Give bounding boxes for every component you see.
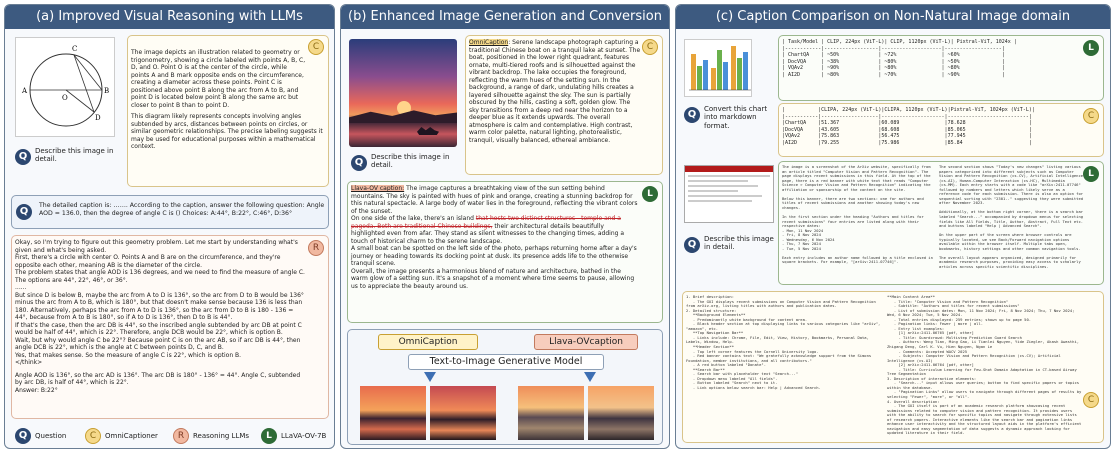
llava-desc-right: The second section shows "Today's new changes" listing various papers categorized into different subjects such as Computer Vision and Pattern Recognition (cs.CV), Artificial Intelligence (cs.AI), Human-Computer Interaction (cs.HC), Multimedia (cs.MM). Each entry starts with a code like "arXiv:2411.07746" followed by numbers and letters which likely serve as a reference code for each submission. There is also an option for sequential sorting with "2301.." suggesting they were submitted after November 2023. Additionally, at the bottom right corner, there is a search bar labeled "Search..." accompanied by dropdown menus for selecting fields like All Fields, Title, Author, Abstract, Full Text etc. and buttons labeled "Help | Advanced Search". On the upper part of the screen where browser controls are typically located, we see Back/Forward navigation options available within the browser itself. Multiple tabs open, bookmarks, history settings and other common navigation tools. The overall layout appears organized, designed primarily for academic research purposes, providing easy access to scholarly articles across specific scientific disciplines. bbox=[939, 164, 1084, 270]
omnicaptioner-icon: C bbox=[85, 428, 101, 444]
llava-text-1: The image captures a breathtaking view of the sun setting behind mountains. The sky is painted with hues of pink and orange, creating a stunning backdrop for this natural spectacle. A large body of water lies in the foreground, reflecting the vibrant colors of the sunset. bbox=[351, 185, 638, 215]
reasoning-line: Wait, but why would angle C be 22°? Because point C is on the arc AB, so if arc DB is 44°, then angle DCB is 22°, which is the angle at C between points D, C, and B. bbox=[15, 336, 301, 351]
thumb-banner bbox=[685, 166, 773, 172]
omni-desc-right: **Main Content Area** - Title: "Computer Vision and Pattern Recognition" - Subtitle: "Authors and titles for recent submissions" - List of submission dates: Mon, 11 Nov 2024; Fri, 8 Nov 2024; Thu, 7 Nov 2024; Wed, 6 Nov 2024; Tue, 5 Nov 2024. - Total entries displayed: 259 entries; shown up to page 50. - Pagination links: Fewer | more | all. - Entry list examples: [1] arXiv:2411.06765 [pdf, other] - Title: Guardcrowd: Multistep Prediction Guard Search - Authors: Weng Tian, Ming Gao, Li Tianlei Nguyen, Yide Ziegler, Akash Awasthi, Zhigang Deng, Carl K. Vu, Hien Nguyen, Ngan Le - Comments: Accepted WACV 2025 - Subjects: Computer Vision and Pattern Recognition (cs.CV); Artificial Intelligence (cs.AI) [2] arXiv:2411.06764 [pdf, other] - Title: Curriculum Learning for Few-Shot Domain Adaptation in CT-based Airway Tree Segmentation 3. Description of interactive elements: - "Search..." input allows user queries; button to find specific papers or topics within the database. - "Pagination Links" allow users to navigate through different pages of results by selecting "Fewer", "more", or "all". 4. Overall description: - The GUI itself is part of an academic research platform showcasing recent submissions related to computer vision and pattern recognition. It provides users with the ability to search for specific topics and navigate through extensive lists of research papers. Interactive elements like the search bar and pagination links enhance user interactivity and the structured layout aids in the platform's efficient navigation and easy segmentation of data suggests a dynamic approach looking for updated literature in their field. bbox=[887, 294, 1082, 436]
reasoning-text bbox=[15, 239, 325, 394]
legend-reasoning bbox=[173, 428, 249, 444]
reasoning-box bbox=[11, 235, 329, 419]
thumb-line bbox=[688, 200, 752, 202]
reasoning-line: First, there's a circle with center O. Points A and B are on the circumference, and they're opposite each other, meaning AB is the diameter of the circle. bbox=[15, 254, 281, 269]
question-icon: Q bbox=[16, 204, 32, 220]
llava-text-3: A small boat can be spotted on the left side of the photo, perhaps returning home after a day's journey or heading towards its docking point at dusk. Its presence adds life to the otherwise tranquil scene. bbox=[351, 245, 637, 267]
describe-prompt-a: Describe this image in detail. bbox=[35, 147, 114, 164]
question-icon: Q bbox=[684, 107, 700, 123]
generated-image-omni-1 bbox=[360, 386, 426, 440]
llava-icon: L bbox=[642, 186, 658, 202]
llava-text-2c: their architectural details beautifully highlighted even from afar. They stand as silent witnesses to the changing times, adding a touch of historical charm to the serene landscape. bbox=[351, 222, 625, 245]
llava-desc-left: The image is a screenshot of the ArXiv website, specifically from an article titled "Computer Vision and Pattern Recognition". The page displays recent submissions in this field. At the top of the page, there is a red banner with white text that reads "Computer Science > Computer Vision and Pattern Recognition" indicating the affiliation or sponsorship of the content on the site. Below this banner, there are two sections: one for authors and titles of recent submissions and another showing today's new changes. In the first section under the heading "Authors and titles for recent submissions" four entries are listed along with their respective dates: - Mon, 11 Nov 2024 - Fri, 8 Nov 2024 - Wednesday, 6 Nov 2024 - Thu, 7 Nov 2024 - Tue, 5 Nov 2024 Each entry includes an author name followed by a title enclosed in square brackets. For example, "[arXiv:2411.07746]". bbox=[782, 164, 933, 265]
generated-image-omni-2 bbox=[430, 386, 496, 440]
omnicaption-label: OmniCaption bbox=[469, 39, 509, 46]
reasoning-line: </think> bbox=[15, 359, 43, 366]
webpage-screenshot-thumbnail bbox=[684, 165, 774, 223]
caption-paragraph-1: The image depicts an illustration related to geometry or trigonometry, showing a circle labeled with points A, B, C, D, and O. Point O is at the center of the circle, while points A and B mark opposite ends on the circumference, creating a diameter across these points. Point C is positioned above point B along the arc from A to B, and point D is located below point B along the same arc but closer to point B than to point D. bbox=[131, 49, 306, 109]
omnicaption-landscape-box bbox=[465, 35, 663, 175]
point-label-b: B bbox=[104, 87, 110, 95]
llava-caption-box bbox=[347, 181, 663, 323]
boat bbox=[417, 127, 439, 135]
reasoning-line: Okay, so I'm trying to figure out this geometry problem. Let me start by understanding what's given and what's being asked. bbox=[15, 239, 298, 254]
omnicaptioner-icon: C bbox=[1083, 392, 1099, 408]
omni-screen-desc-box bbox=[682, 291, 1104, 443]
thumb-line bbox=[688, 180, 748, 182]
question-icon: Q bbox=[351, 155, 367, 171]
reasoning-line: The problem states that angle AOD is 136 degrees, and we need to find the measure of angle C. The options are 44°, 22°, 46°, or 36°. bbox=[15, 269, 305, 284]
legend-question-label: Question bbox=[35, 432, 67, 440]
legend-omni bbox=[85, 428, 158, 444]
sunset-photo bbox=[349, 39, 457, 147]
geometry-diagram bbox=[15, 37, 115, 137]
screen-prompt: Describe this image in detail. bbox=[704, 235, 774, 252]
reasoning-line: If that's the case, then the arc DB is 44°, so the inscribed angle subtended by arc DB at point C would be half of 44°, which is 22°. Therefore, angle DCB would be 22°, which is option B. bbox=[15, 321, 302, 336]
omnicaptioner-icon: C bbox=[1083, 108, 1099, 124]
panel-c-title: (c) Caption Comparison on Non-Natural Image domain bbox=[676, 5, 1110, 29]
reasoning-llm-icon: R bbox=[173, 428, 189, 444]
answer-line: Angle AOD is 136°, so the arc AD is 136°. The arc DB is 180° - 136° = 44°. Angle C, subtended by arc DB, is half of 44°, which is 22°. bbox=[15, 371, 301, 386]
reasoning-line: But since D is below B, maybe the arc from A to D is 136°, so the arc from D to B would be 136° minus the arc from A to B, which is 180°, but that doesn't make sense because 136 is less than 180. Alternatively, perhaps the arc from A to D is 136°, so the arc from D to B is 180 - 136 = 44°, because from A to B is 180°, so if A to D is 136°, then D to B is 44°. bbox=[15, 291, 304, 321]
bar-chart-thumbnail bbox=[684, 39, 752, 97]
question-icon: Q bbox=[15, 428, 31, 444]
llava-icon: L bbox=[1083, 40, 1099, 56]
panel-visual-reasoning bbox=[4, 4, 335, 449]
llava-text-2a: On one side of the lake, there's an island bbox=[351, 215, 474, 222]
thumb-line bbox=[688, 185, 758, 187]
gen-omni-label: OmniCaption bbox=[378, 334, 478, 350]
llava-icon: L bbox=[261, 428, 277, 444]
llava-caption-text bbox=[351, 185, 659, 290]
describe-prompt-b: Describe this image in detail. bbox=[371, 153, 450, 170]
answer-line: Answer: B:22° bbox=[15, 386, 58, 394]
omnicaption-body: Serene landscape photograph capturing a traditional Chinese boat on a tranquil lake at sunset. The boat, positioned in the lower right quadrant, features ornate, multi-tiered roofs and is silhouetted against the vibrant backdrop. The lake occupies the foreground, reflecting the warm hues of the setting sun. In the background, a range of dark, undulating hills creates a layered silhouette against the sky. The sun is partially obscured by the hills, casting a soft, golden glow. The sky transitions from a deep red near the horizon to a deeper blue as it extends upwards. The overall atmosphere is calm and contemplative. High contrast, warm color palette, natural lighting, photorealistic, tranquil, visually balanced, ethereal ambiance. bbox=[469, 39, 641, 144]
point-label-a: A bbox=[22, 87, 28, 95]
omni-table: | |CLIPA, 224px (ViT-L)|CLIPA, 1120px (ViT-L)|Pixtral-ViT, 1024px (ViT-L)| |-----------|-------------------|---------------------|---------------------------| |ChartQA |51.367 |60.089 |78.628 | |DocVQA |43.605 |68.608 |85.065 | |VQAv2 |75.863 |56.475 |77.945 | |AI2D |79.255 |75.986 |85.84 | bbox=[782, 107, 1035, 146]
chart-prompt: Convert this chart into markdown format. bbox=[704, 105, 768, 130]
reasoning-line: Yes, that makes sense. So the measure of angle C is 22°, which is option B. bbox=[15, 351, 242, 359]
legend-omni-label: OmniCaptioner bbox=[105, 432, 158, 440]
gen-model-label: Text-to-Image Generative Model bbox=[408, 354, 604, 370]
llava-text-4: Overall, the image presents a harmonious blend of nature and architecture, bathed in the warm glow of a setting sun. It's a snapshot of a moment where time seems to pause, allowing us to appreciate the beauty around us. bbox=[351, 267, 635, 290]
omnicaption-geometry-box bbox=[127, 35, 329, 187]
panel-caption-comparison bbox=[675, 4, 1111, 449]
point-label-d: D bbox=[95, 114, 101, 122]
thumb-line bbox=[688, 175, 770, 177]
legend-reasoning-label: Reasoning LLMs bbox=[193, 432, 250, 440]
generated-image-llava-2 bbox=[588, 386, 654, 440]
question-text: The detailed caption is: ……. According to the caption, answer the following question: Angle AOD = 136.0, then the degree of angle C is () Choices: A:44°, B:22°, C:46°, D:36° bbox=[39, 202, 325, 217]
llava-label: Llava-OV caption: bbox=[351, 185, 405, 192]
thumb-line bbox=[688, 195, 762, 197]
generation-box bbox=[347, 329, 663, 445]
arrow-llava bbox=[584, 372, 596, 382]
legend-question bbox=[15, 428, 66, 444]
legend-llava bbox=[261, 428, 326, 444]
thumb-line bbox=[688, 190, 738, 192]
caption-paragraph-2: This diagram likely represents concepts involving angles subtended by arcs, distances between points on circles, or similar geometric relationships. The precise labeling suggests it may be used for educational purposes within a mathematical context. bbox=[131, 113, 323, 150]
legend-llava-label: LLaVA-OV-7B bbox=[281, 432, 327, 440]
reasoning-line: ...... bbox=[15, 284, 27, 291]
question-box bbox=[11, 195, 329, 229]
panel-b-title: (b) Enhanced Image Generation and Conversion bbox=[341, 5, 669, 29]
llava-icon: L bbox=[1083, 166, 1099, 182]
omnicaptioner-icon: C bbox=[308, 39, 324, 55]
generated-image-llava-1 bbox=[518, 386, 584, 440]
panel-image-generation bbox=[340, 4, 670, 449]
llava-table-box bbox=[778, 35, 1104, 101]
llava-hallucination: that hosts two distinct structures - temple and a pagoda. Both are traditional Chinese buildings, bbox=[351, 215, 621, 230]
omnicaption-text: OmniCaption: Serene landscape photograph capturing a traditional Chinese boat on a tranquil lake at sunset. The boat, positioned in the lower right quadrant, features ornate, multi-tiered roofs and is silhouetted against the vibrant backdrop. The lake occupies the foreground, reflecting the warm hues of the setting sun. In the background, a range of dark, undulating hills creates a layered silhouette against the sky. The sun is partially obscured by the hills, casting a soft, golden glow. The sky transitions from a deep red near the horizon to a deeper blue as it extends upwards. The overall atmosphere is calm and contemplative. High contrast, warm color palette, natural lighting, photorealistic, tranquil, visually balanced, ethereal ambiance. bbox=[469, 39, 641, 144]
gen-llava-label: Llava-OVcaption bbox=[534, 334, 638, 350]
point-label-c: C bbox=[72, 45, 78, 53]
question-icon: Q bbox=[15, 149, 31, 165]
omni-table-box bbox=[778, 103, 1104, 157]
omnicaptioner-icon: C bbox=[642, 39, 658, 55]
arrow-omni bbox=[424, 372, 436, 382]
point-label-o: O bbox=[62, 94, 68, 102]
legend bbox=[11, 426, 329, 444]
omni-desc-left: 1. Brief description: - The GUI displays recent submissions on Computer Vision and Pattern Recognition from arXiv.org, listing titles with authors and publication dates. 2. Detailed structure: **Background Elements** - Predominantly white background for content area. - Black header section at top displaying links to various categories like "arXiv", "amazon", etc. **Top Navigation Bar** - Links include: Chrome, File, Edit, View, History, Bookmarks, Personal Data, Labels, Window, Help. **Header Section** - Top left corner features the Cornell University logo. - Red banner contains text: "We gratefully acknowledge support from the Simons Foundation, member institutions, and all contributors." - A red button labeled "Donate". **Search Bar** - Search bar with placeholder text "Search..." - Dropdown menu labeled "All fields". - Button labeled "Search" next to it. - Link options below search bar: Help | Advanced Search. bbox=[686, 294, 881, 390]
reasoning-llm-icon: R bbox=[308, 240, 324, 256]
llava-screen-desc-box bbox=[778, 161, 1104, 285]
panel-a-title: (a) Improved Visual Reasoning with LLMs bbox=[5, 5, 334, 29]
llava-table: | Task/Model | CLIP, 224px (ViT-L)| CLIP, 1120px (ViT-L)| Pixtral-ViT, 1024x | |------------|------------------|--------------------|-------------------| | ChartQA | ~50% | ~72% | ~60% | | DocVQA | ~38% | ~80% | ~50% | | VQAv2 | ~90% | ~80% | ~80% | | AI2D | ~80% | ~70% | ~90% | bbox=[782, 39, 1017, 78]
question-icon: Q bbox=[684, 237, 700, 253]
